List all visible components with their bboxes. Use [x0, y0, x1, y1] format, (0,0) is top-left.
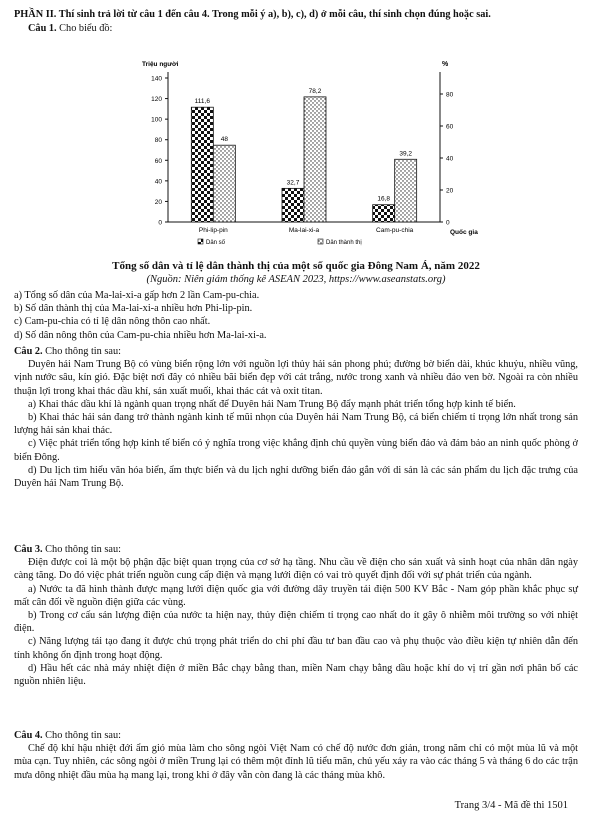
q2-prompt: Cho thông tin sau: [42, 346, 121, 357]
bar-dan-so [191, 107, 213, 222]
q3-option-a: a) Nước ta đã hình thành được mạng lưới điện quốc gia với đường dây truyền tải điện 500 KV Bắc - Nam góp phần khắc phục sự mất cân đối về nguồn điện giữa các vùng. [14, 583, 578, 608]
q2-option-b: b) Khai thác hải sản đang trở thành ngành kinh tế mũi nhọn của Duyên hải Nam Trung Bộ, cá biển chiếm tỉ trọng lớn nhất trong sản lượng hải sản khai thác. [14, 412, 578, 437]
q2-body: Duyên hải Nam Trung Bộ có vùng biển rộng lớn với nguồn lợi thủy hải sản phong phú; đường bờ biển dài, khúc khuỷu, nhiều vũng, vịnh nước sâu, kín gió. Đặc biệt nơi đây có nhiều bãi biển đẹp với cát trắng, nước trong xanh và nhiều đảo ven bờ. Ngoài ra còn nhiều thuận lợi trong khai thác dầu khí, sản xuất muối, khai thác cát và oxit titan. [14, 359, 578, 397]
y-axis-title-left: Triệu người [142, 61, 179, 68]
y-tick-label-right: 80 [446, 91, 454, 99]
bar-value-label: 16,8 [377, 195, 390, 203]
bar-chart [120, 50, 480, 260]
q3-option-d: d) Hầu hết các nhà máy nhiệt điện ở miền Bắc chạy bằng than, miền Nam chạy bằng dầu hoặc khí do vị trí gần nơi phân bố các nguồn nhiên liệu. [14, 662, 578, 688]
bar-value-label: 111,6 [194, 98, 210, 106]
legend-swatch-dan-so [198, 239, 203, 244]
bar-value-label: 78,2 [308, 87, 322, 95]
bar-dan-so [282, 188, 304, 222]
y-tick-label-left: 20 [154, 198, 162, 206]
q4-prompt: Cho thông tin sau: [42, 730, 121, 741]
q1-option-a: a) Tổng số dân của Ma-lai-xi-a gấp hơn 2 lần Cam-pu-chia. [14, 290, 260, 301]
q3-option-b: b) Trong cơ cấu sản lượng điện của nước ta hiện nay, thủy điện chiếm tỉ trọng cao nhất do ít gây ô nhiễm môi trường so với nhiệt điện. [14, 610, 578, 635]
q1-option-b: b) Số dân thành thị của Ma-lai-xi-a nhiều hơn Phi-lip-pin. [14, 303, 253, 315]
bar-dan-thanh-thi [395, 159, 417, 222]
q4-heading [14, 729, 578, 742]
legend-swatch-dan-thanh-thi [318, 239, 323, 244]
y-tick-label-right: 0 [446, 219, 450, 227]
x-category-label: Cam-pu-chia [376, 227, 414, 234]
bar-value-label: 48 [220, 136, 228, 144]
q3-body: Điện được coi là một bộ phận đặc biệt quan trọng của cơ sở hạ tầng. Nhu cầu về điện cho sản xuất và sinh hoạt của nhân dân ngày càng tăng. Do đó việc phát triển nguồn cung cấp điện và mạng lưới điện có vai trò quyết định đối với sự phát triển của ngành. [14, 557, 578, 582]
chart-title: Tổng số dân và tỉ lệ dân thành thị của một số quốc gia Đông Nam Á, năm 2022 [112, 260, 480, 272]
y-tick-label-left: 60 [154, 157, 162, 165]
q1-prompt: Cho biểu đồ: [56, 23, 113, 34]
y-tick-label-left: 140 [151, 75, 162, 83]
q2-heading [14, 345, 578, 358]
q2-label: Câu 2. [14, 346, 43, 357]
y-tick-label-right: 20 [446, 187, 454, 195]
q3-block [14, 543, 578, 688]
bar-dan-thanh-thi [304, 97, 326, 222]
x-category-label: Ma-lai-xi-a [288, 227, 320, 234]
q2-option-c: c) Việc phát triển tổng hợp kinh tế biển có ý nghĩa trong việc khẳng định chủ quyền vùng biển đảo và đảm bảo an ninh quốc phòng ở biển Đông. [14, 438, 578, 463]
y-tick-label-left: 40 [154, 178, 162, 186]
bar-value-label: 39,2 [399, 150, 412, 158]
q4-label: Câu 4. [14, 730, 43, 741]
legend-label: Dân thành thị [326, 240, 362, 246]
bar-value-label: 32,7 [286, 179, 300, 187]
q3-prompt: Cho thông tin sau: [42, 544, 121, 555]
q3-heading [14, 543, 578, 556]
y-tick-label-right: 40 [446, 155, 454, 163]
q1-label: Câu 1. [28, 23, 57, 34]
y-tick-label-left: 0 [158, 219, 162, 227]
x-category-label: Phi-lip-pin [198, 227, 228, 234]
q1-options [14, 289, 578, 342]
q1-option-c: c) Cam-pu-chia có tỉ lệ dân nông thôn cao nhất. [14, 316, 211, 328]
x-axis-title: Quốc gia [450, 229, 478, 236]
page-footer: Trang 3/4 - Mã đề thi 1501 [454, 800, 568, 811]
y-axis-title-right: % [442, 61, 449, 68]
q1-option-d: d) Số dân nông thôn của Cam-pu-chia nhiều hơn Ma-lai-xi-a. [14, 329, 267, 341]
q3-option-c: c) Năng lượng tái tạo đang ít được chú trọng phát triển do chi phí đầu tư ban đầu cao và phụ thuộc vào điều kiện tự nhiên dẫn đến tính không ổn định trong hoạt động. [14, 636, 578, 661]
q2-option-a: a) Khai thác dầu khí là ngành quan trọng nhất để Duyên hải Nam Trung Bộ đẩy mạnh phát triển tổng hợp kinh tế biển. [28, 398, 516, 410]
y-tick-label-left: 80 [154, 137, 162, 145]
bar-dan-so [373, 205, 395, 222]
q3-label: Câu 3. [14, 544, 43, 555]
bar-dan-thanh-thi [213, 145, 235, 222]
q1-heading [28, 22, 590, 35]
q4-block [14, 729, 578, 782]
y-tick-label-right: 60 [446, 123, 454, 131]
q4-body: Chế độ khí hậu nhiệt đới ẩm gió mùa làm cho sông ngòi Việt Nam có chế độ nước đơn giản, trong năm chỉ có một mùa lũ và một mùa cạn. Tuy nhiên, các sông ngòi ở miền Trung lại có thêm một đỉnh lũ tiểu mãn, chủ yếu xảy ra vào các tháng 5 và tháng 6 do các trận mưa dông nhiệt đầu mùa hạ mang lại, trong khi ở đây vẫn còn đang là các tháng mùa khô. [14, 743, 578, 781]
y-tick-label-left: 100 [151, 116, 162, 124]
q2-option-d: d) Du lịch tìm hiểu văn hóa biển, ẩm thực biển và du lịch nghỉ dưỡng biển đảo gắn với di sản là các sản phẩm du lịch đặc trưng của Duyên hải Nam Trung Bộ. [14, 464, 578, 490]
q2-block [14, 345, 578, 490]
legend-label: Dân số [206, 240, 226, 246]
part-intro-text: PHẦN II. Thí sinh trả lời từ câu 1 đến câu 4. Trong mỗi ý a), b), c), d) ở mỗi câu, thí sinh chọn đúng hoặc sai. [14, 9, 491, 20]
chart-source: (Nguồn: Niên giám thống kê ASEAN 2023, https://www.aseanstats.org) [146, 274, 446, 285]
y-tick-label-left: 120 [151, 96, 162, 104]
part-intro [14, 8, 578, 21]
